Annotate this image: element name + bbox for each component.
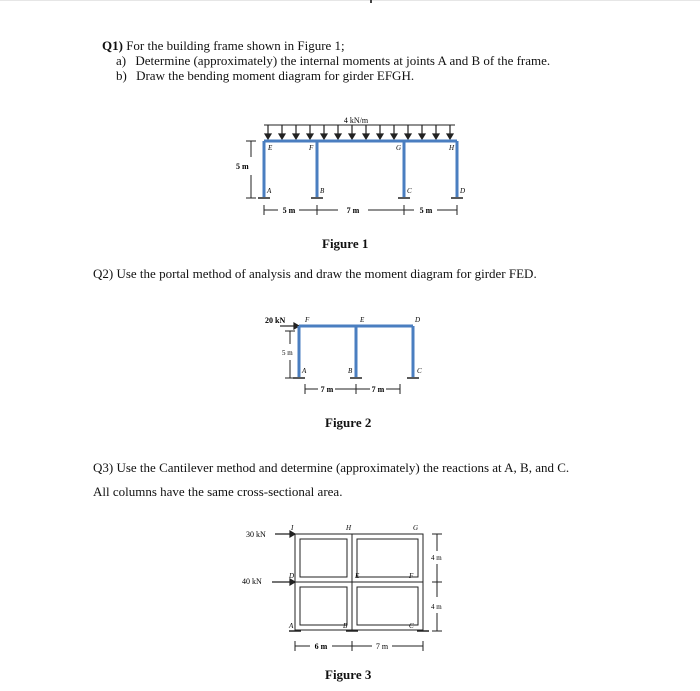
- fig3-node-d: D: [289, 572, 295, 580]
- q3-text-line1: Q3) Use the Cantilever method and determine (approximately) the reactions at A, B, and C.: [93, 460, 570, 475]
- fig2-span1-label: 7 m: [320, 385, 334, 394]
- fig3-frame: [295, 534, 423, 630]
- fig3-node-h: H: [346, 524, 352, 532]
- q1-part-a-text: Determine (approximately) the internal moments at joints A and B of the frame.: [135, 53, 551, 68]
- fig2-node-c: C: [417, 367, 422, 375]
- fig1-node-h: H: [449, 144, 455, 152]
- fig2-node-a: A: [302, 367, 307, 375]
- fig3-span1-label: 6 m: [314, 642, 328, 651]
- fig3-load-top-label: 30 kN: [246, 530, 266, 539]
- figure-1-caption: Figure 1: [322, 236, 369, 251]
- q1-part-b-text: Draw the bending moment diagram for girder EFGH.: [136, 68, 415, 83]
- fig2-span2-label: 7 m: [371, 385, 385, 394]
- fig3-load-mid-label: 40 kN: [242, 577, 262, 586]
- figure-2-caption: Figure 2: [325, 415, 372, 430]
- q1-part-b-label: b): [116, 68, 127, 83]
- q3-text-line2: All columns have the same cross-sectional area.: [93, 484, 343, 499]
- fig3-span2-label: 7 m: [375, 642, 389, 651]
- fig3-height-bottom-label: 4 m: [431, 603, 442, 611]
- fig1-span2-label: 7 m: [346, 206, 360, 215]
- fig1-node-c: C: [407, 187, 412, 195]
- fig3-node-i: I: [291, 524, 294, 532]
- fig1-span3-label: 5 m: [419, 206, 433, 215]
- fig2-node-f: F: [305, 316, 310, 324]
- q1-part-a-label: a): [116, 53, 127, 68]
- fig3-height-dimension: [432, 534, 442, 631]
- fig1-height-label: 5 m: [236, 162, 249, 171]
- fig1-node-d: D: [460, 187, 466, 195]
- fig2-node-e: E: [360, 316, 365, 324]
- fig2-node-d: D: [415, 316, 421, 324]
- fig1-node-e: E: [268, 144, 273, 152]
- fig1-load-label: 4 kN/m: [343, 116, 369, 125]
- fig1-node-a: A: [267, 187, 272, 195]
- fig2-load-label: 20 kN: [265, 316, 286, 325]
- fig3-node-a: A: [289, 622, 294, 630]
- fig3-node-c: C: [409, 622, 414, 630]
- q1-intro: For the building frame shown in Figure 1;: [126, 38, 345, 53]
- fig1-node-g: G: [396, 144, 402, 152]
- fig3-height-top-label: 4 m: [431, 554, 442, 562]
- figure-3-caption: Figure 3: [325, 667, 372, 682]
- fig2-node-b: B: [348, 367, 353, 375]
- fig1-span1-label: 5 m: [282, 206, 296, 215]
- fig3-node-g: G: [413, 524, 419, 532]
- q2-text: Q2) Use the portal method of analysis and draw the moment diagram for girder FED.: [93, 266, 537, 281]
- fig3-node-f: F: [409, 572, 414, 580]
- fig3-node-e: E: [355, 572, 360, 580]
- fig2-height-label: 5 m: [282, 349, 293, 357]
- fig3-node-b: B: [343, 622, 348, 630]
- fig1-node-b: B: [320, 187, 325, 195]
- q1-number: Q1): [102, 38, 123, 53]
- fig1-node-f: F: [309, 144, 314, 152]
